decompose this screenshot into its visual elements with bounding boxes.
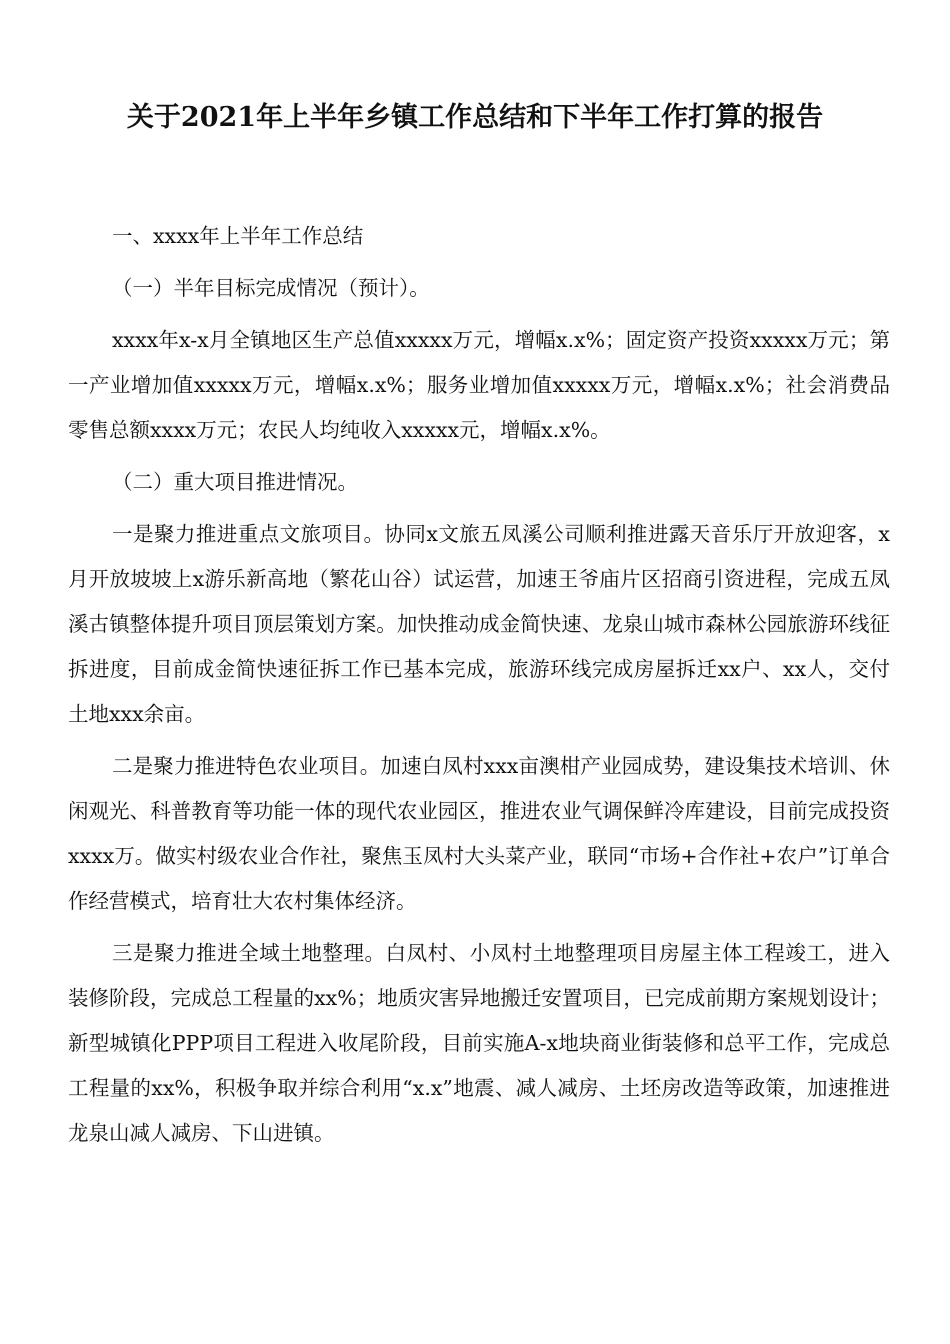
paragraph: xxxx年x-x月全镇地区生产总值xxxxx万元，增幅x.x%；固定资产投资xxxxx万元；第一产业增加值xxxxx万元，增幅x.x%；服务业增加值xxxxx万元，增幅x.x%；社会消费品零售总额xxxx万元；农民人均纯收入xxxxx元，增幅x.x%。 <box>68 328 890 442</box>
document-title: 关于2021年上半年乡镇工作总结和下半年工作打算的报告 <box>126 102 824 133</box>
paragraph: 一是聚力推进重点文旅项目。协同x文旅五凤溪公司顺利推进露天音乐厅开放迎客，x月开放坡坡上x游乐新高地（繁花山谷）试运营，加速王爷庙片区招商引资进程，完成五凤溪古镇整体提升项目顶层策划方案。加快推动成金简快速、龙泉山城市森林公园旅游环线征拆进度，目前成金简快速征拆工作已基本完成，旅游环线完成房屋拆迁xx户、xx人，交付土地xxx余亩。 <box>68 522 890 726</box>
section-heading: 一、xxxx年上半年工作总结 <box>112 224 364 248</box>
subsection-heading: （一）半年目标完成情况（预计）。 <box>112 276 430 300</box>
subsection-heading: （二）重大项目推进情况。 <box>112 470 358 494</box>
document-body <box>68 214 890 1156</box>
paragraph: 三是聚力推进全域土地整理。白凤村、小凤村土地整理项目房屋主体工程竣工，进入装修阶段，完成总工程量的xx%；地质灾害异地搬迁安置项目，已完成前期方案规划设计；新型城镇化PPP项目工程进入收尾阶段，目前实施A-x地块商业街装修和总平工作，完成总工程量的xx%，积极争取并综合利用“x.x”地震、减人减房、土坯房改造等政策，加速推进龙泉山减人减房、下山进镇。 <box>68 941 890 1145</box>
paragraph: 二是聚力推进特色农业项目。加速白凤村xxx亩澳柑产业园成势，建设集技术培训、休闲观光、科普教育等功能一体的现代农业园区，推进农业气调保鲜冷库建设，目前完成投资xxxx万。做实村级农业合作社，聚焦玉凤村大头菜产业，联同“市场+合作社+农户”订单合作经营模式，培育壮大农村集体经济。 <box>68 754 890 913</box>
